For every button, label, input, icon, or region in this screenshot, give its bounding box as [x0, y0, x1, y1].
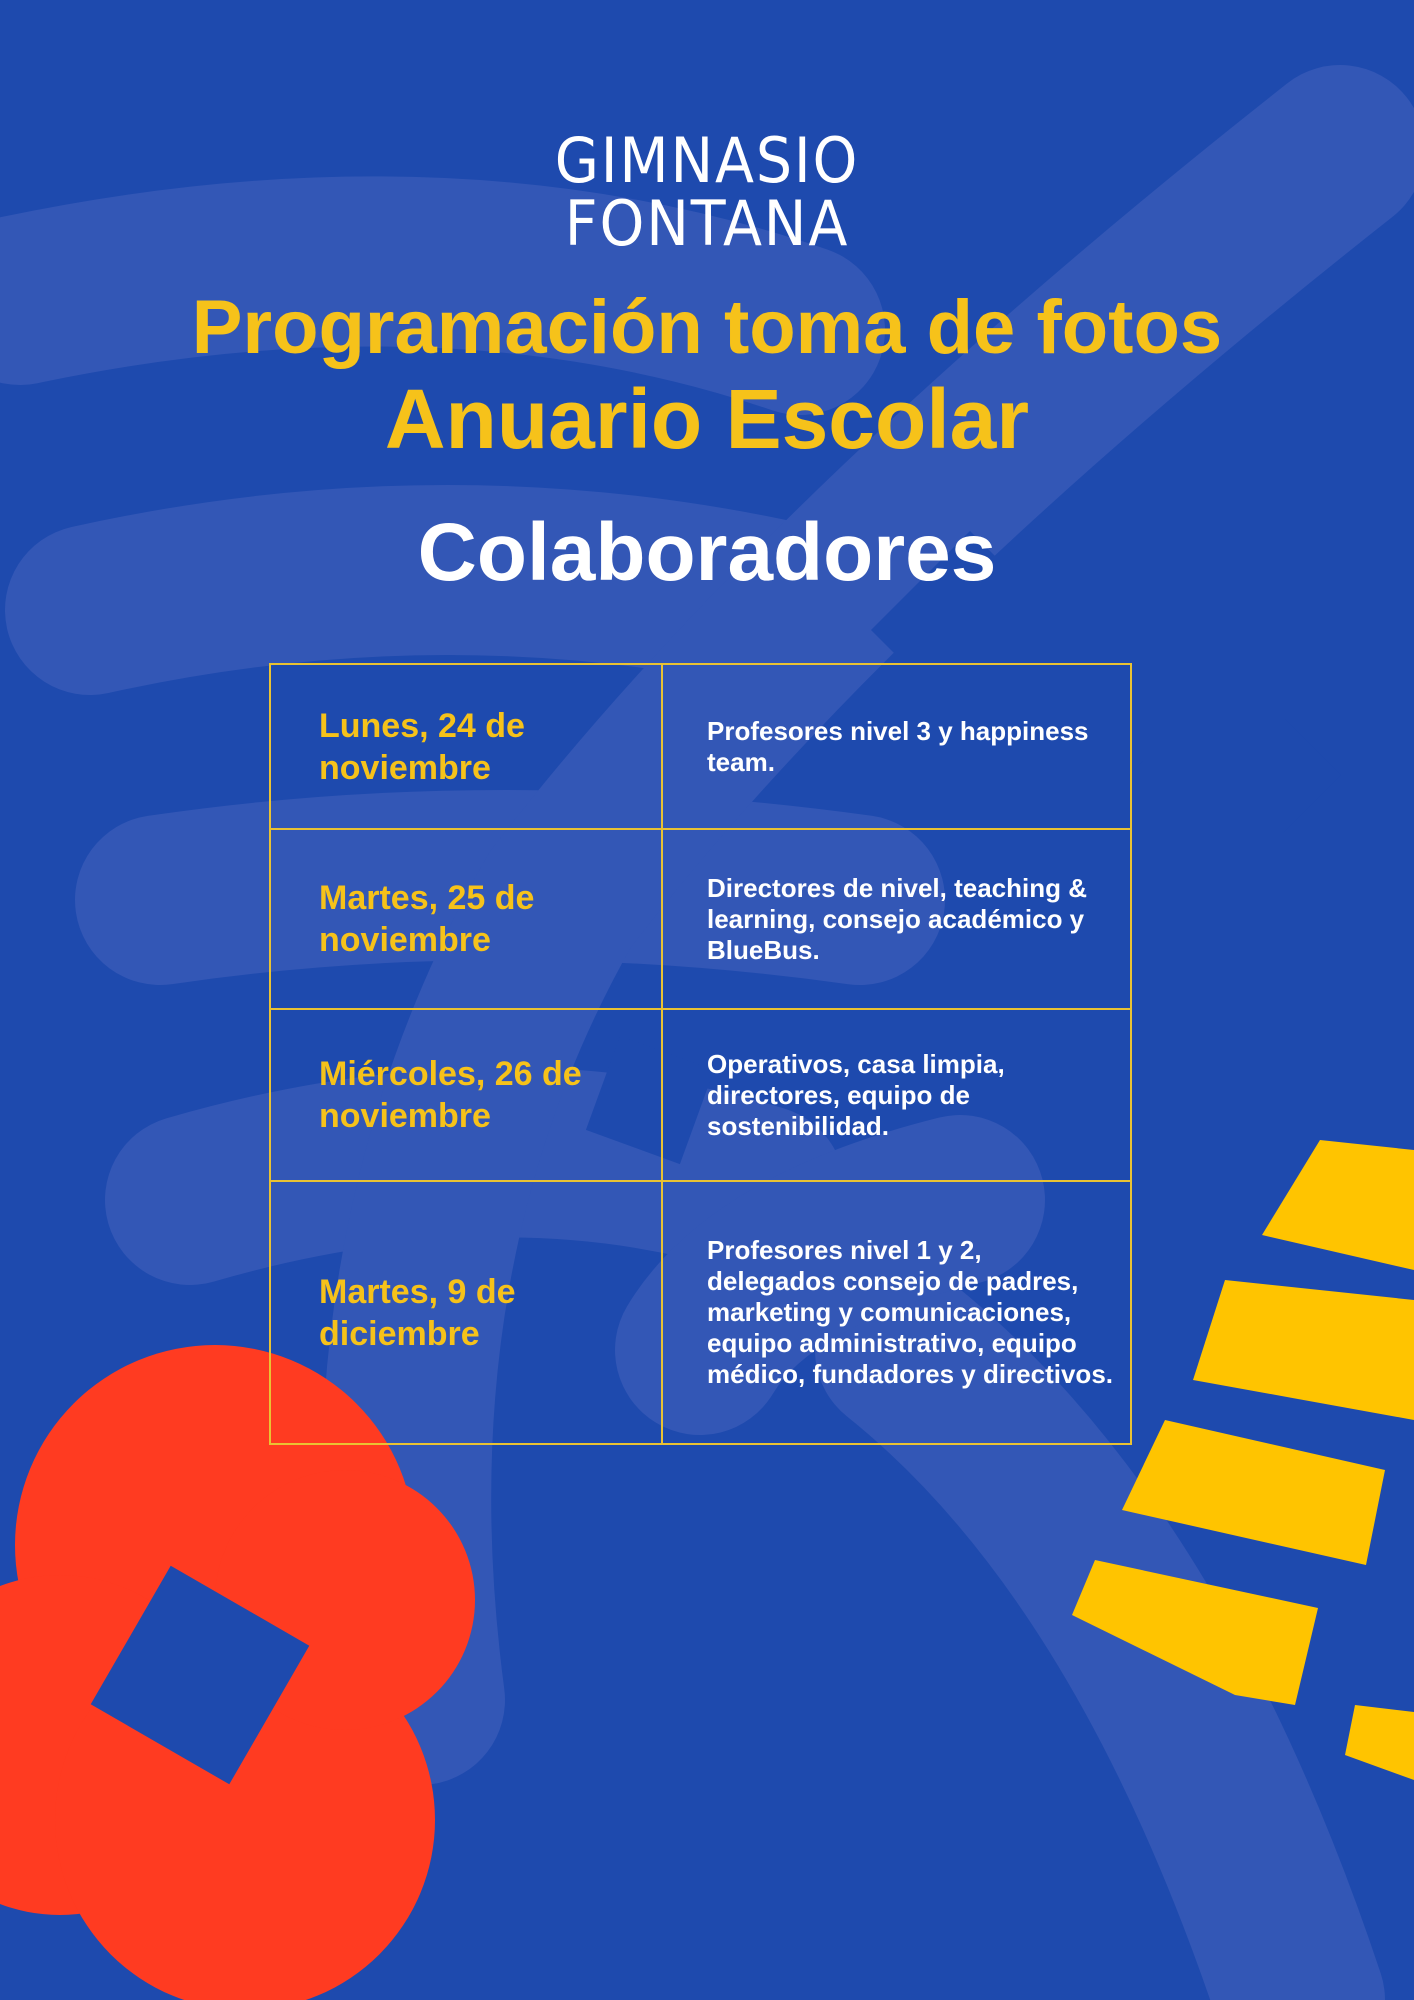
groups-cell: [663, 830, 1130, 1008]
groups-label: Profesores nivel 1 y 2, delegados consejo de padres, marketing y comunicaciones, equipo administrativo, equipo médico, fundadores y directivos.: [707, 1235, 1113, 1389]
table-row: [271, 1180, 1130, 1443]
date-cell: [271, 665, 663, 828]
date-cell: [271, 1182, 663, 1443]
page-title-line-2: Anuario Escolar: [384, 372, 1030, 466]
groups-label: Profesores nivel 3 y happiness team.: [707, 715, 1089, 777]
groups-cell: [663, 1182, 1130, 1443]
table-row: [271, 828, 1130, 1008]
groups-label: Operativos, casa limpia, directores, equipo de sostenibilidad.: [707, 1048, 1005, 1141]
section-subtitle: Colaboradores: [417, 507, 997, 598]
date-cell: [271, 1010, 663, 1180]
groups-cell: [663, 1010, 1130, 1180]
date-cell: [271, 830, 663, 1008]
date-label: Miércoles, 26 de noviembre: [319, 1055, 582, 1135]
groups-label: Directores de nivel, teaching & learning, consejo académico y BlueBus.: [707, 872, 1088, 965]
date-label: Lunes, 24 de noviembre: [319, 706, 525, 787]
date-label: Martes, 25 de noviembre: [319, 879, 535, 959]
page-title-line-1: Programación toma de fotos: [191, 285, 1223, 370]
table-row: [271, 665, 1130, 828]
logo-line-2: FONTANA: [564, 187, 850, 260]
date-label: Martes, 9 de diciembre: [319, 1272, 516, 1353]
logo-line-1: GIMNASIO: [554, 124, 860, 197]
groups-cell: [663, 665, 1130, 828]
schedule-table: [269, 663, 1132, 1445]
table-row: [271, 1008, 1130, 1180]
